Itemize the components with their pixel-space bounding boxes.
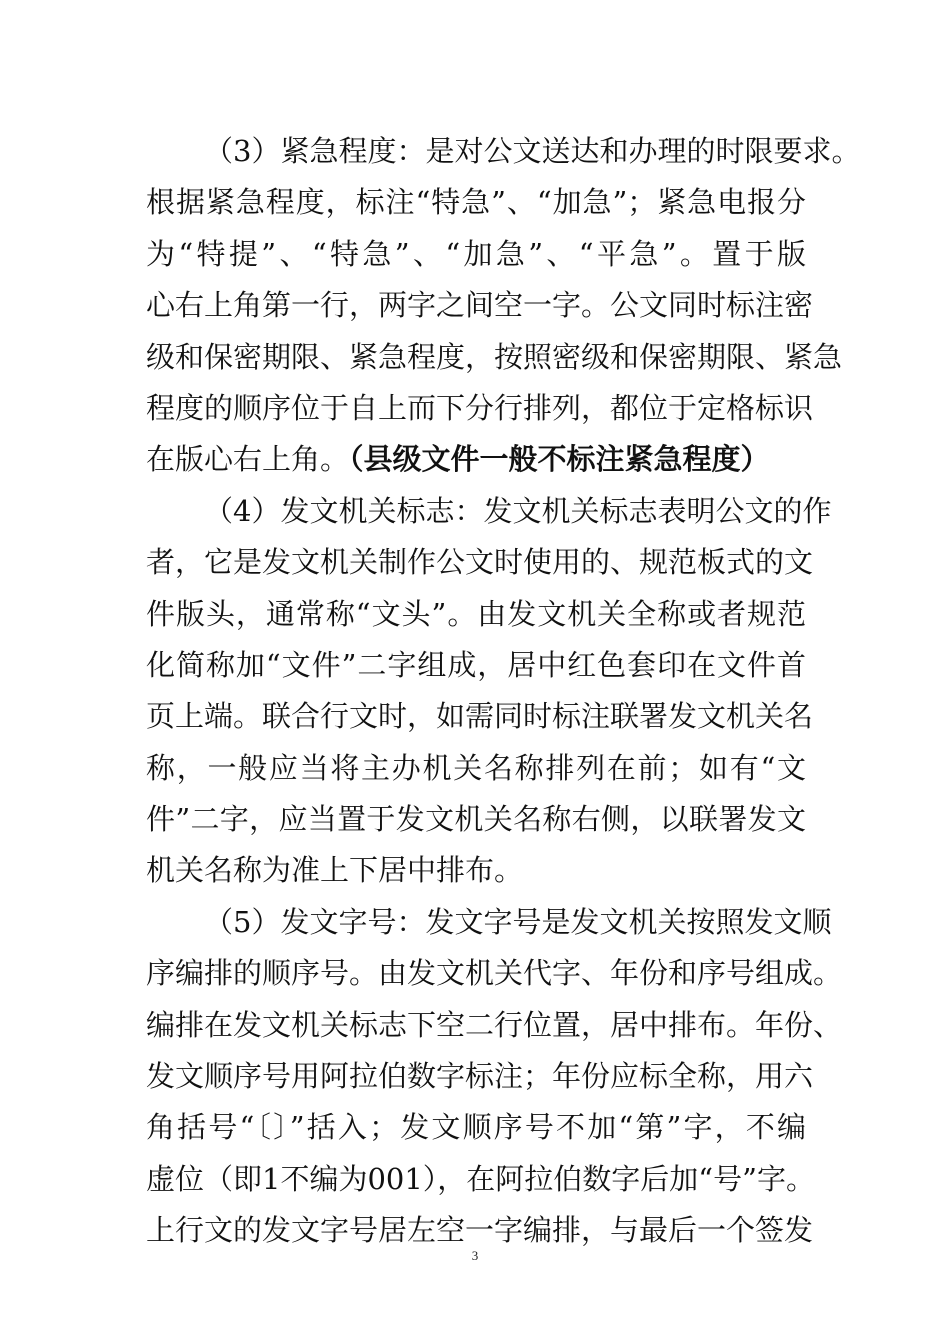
- line-text: 角括号“〔〕”括入；发文顺序号不加“第”字，不编: [146, 1110, 806, 1145]
- paragraph-line: [146, 1102, 806, 1153]
- line-text: （3）紧急程度：是对公文送达和办理的时限要求。: [204, 134, 861, 168]
- paragraph-line: [146, 177, 806, 228]
- paragraph-line: [146, 229, 806, 280]
- line-text: 心右上角第一行，两字之间空一字。公文同时标注密: [146, 288, 814, 323]
- paragraph-line: [146, 691, 814, 742]
- paragraph-first-line: [146, 486, 832, 537]
- line-text: 根据紧急程度，标注“特急”、“加急”；紧急电报分: [146, 185, 806, 220]
- paragraph-first-line: [146, 126, 861, 177]
- line-text: 页上端。联合行文时，如需同时标注联署发文机关名: [146, 699, 814, 734]
- paragraph-line: [146, 1154, 815, 1205]
- line-text: 化简称加“文件”二字组成，居中红色套印在文件首: [146, 647, 806, 682]
- line-text: 件”二字，应当置于发文机关名称右侧，以联署发文: [146, 802, 806, 837]
- line-text: 编排在发文机关标志下空二行位置，居中排布。年份、: [146, 1007, 843, 1042]
- page-number: 3: [471, 1248, 479, 1263]
- paragraph-line: [146, 640, 806, 691]
- line-text: 件版头，通常称“文头”。由发文机关全称或者规范: [146, 596, 806, 631]
- line-text: （5）发文字号：发文字号是发文机关按照发文顺: [204, 904, 832, 939]
- paragraph-line: [146, 948, 843, 999]
- paragraph-line: [146, 743, 806, 794]
- line-text: 虚位（即1不编为001），在阿拉伯数字后加“号”字。: [146, 1161, 815, 1196]
- paragraph-line: [146, 794, 806, 845]
- paragraph-first-line: [146, 897, 832, 948]
- line-text: 发文顺序号用阿拉伯数字标注；年份应标全称，用六: [146, 1059, 814, 1094]
- paragraph-line: [146, 434, 806, 485]
- line-text: 程度的顺序位于自上而下分行排列，都位于定格标识: [146, 390, 814, 425]
- line-text: 级和保密期限、紧急程度，按照密级和保密期限、紧急: [146, 339, 843, 374]
- line-text: 序编排的顺序号。由发文机关代字、年份和序号组成。: [146, 956, 843, 991]
- line-text: 在版心右上角。: [146, 442, 350, 477]
- paragraph-line: [146, 537, 814, 588]
- bold-note: （县级文件一般不标注紧急程度）: [349, 442, 770, 477]
- paragraph-line: [146, 1051, 814, 1102]
- line-text: 机关名称为准上下居中排布。: [146, 853, 524, 888]
- line-text: 上行文的发文字号居左空一字编排，与最后一个签发: [146, 1213, 814, 1248]
- line-text: 称，一般应当将主办机关名称排列在前；如有“文: [146, 750, 806, 785]
- line-text: （4）发文机关标志：发文机关标志表明公文的作: [204, 493, 832, 528]
- paragraph-line: [146, 280, 814, 331]
- line-text: 者，它是发文机关制作公文时使用的、规范板式的文: [146, 545, 814, 580]
- line-text: 为“特提”、“特急”、“加急”、“平急”。置于版: [146, 236, 806, 271]
- document-body: [146, 126, 861, 1257]
- paragraph-line: [146, 332, 843, 383]
- paragraph-line: [146, 383, 814, 434]
- paragraph-line: [146, 589, 806, 640]
- paragraph-line: [146, 845, 806, 896]
- paragraph-line: [146, 1000, 843, 1051]
